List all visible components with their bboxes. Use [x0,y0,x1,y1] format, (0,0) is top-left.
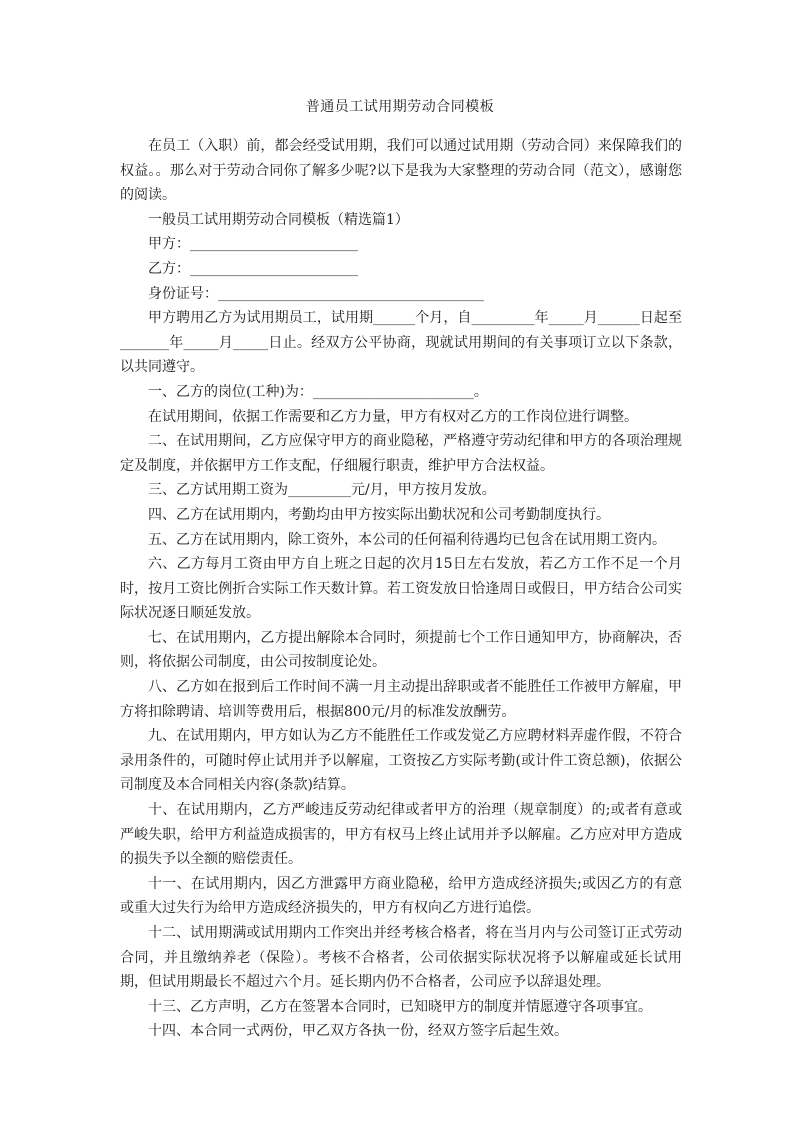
clause-5: 五、乙方在试用期内，除工资外，本公司的任何福利待遇均已包含在试用期工资内。 [148,531,666,548]
clause-13: 十三、乙方声明，乙方在签署本合同时，已知晓甲方的制度并情愿遵守各项事宜。 [148,998,652,1015]
clause-3: 三、乙方试用期工资为_________元/月，甲方按月发放。 [148,482,496,499]
clause-14: 十四、本合同一式两份，甲乙双方各执一份，经双方签字后起生效。 [148,1023,568,1040]
id-number-line: 身份证号：______________________________________ [148,285,484,302]
document-body [120,134,682,1044]
intro-paragraph: 在员工（入职）前，都会经受试用期，我们可以通过试用期（劳动合同）来保障我们的权益。。那么对于劳动合同你了解多少呢?以下是我为大家整理的劳动合同（范文），感谢您的阅读。 [120,138,682,204]
clause-12: 十二、试用期满或试用期内工作突出并经考核合格者，将在当月内与公司签订正式劳动合同，并且缴纳养老（保险）。考核不合格者，公司依据实际状况将予以解雇或延长试用期，但试用期最长不超过六个月。延长期内仍不合格者，公司应予以辞退处理。 [120,925,682,991]
clause-11: 十一、在试用期内，因乙方泄露甲方商业隐秘，给甲方造成经济损失;或因乙方的有意或重大过失行为给甲方造成经济损失的，甲方有权向乙方进行追偿。 [120,875,682,917]
clause-8: 八、乙方如在报到后工作时间不满一月主动提出辞职或者不能胜任工作被甲方解雇，甲方将扣除聘请、培训等费用后，根据800元/月的标准发放酬劳。 [120,679,682,720]
section-heading: 一般员工试用期劳动合同模板（精选篇1） [148,211,409,228]
probation-term-paragraph: 甲方聘用乙方为试用期员工，试用期______个月，自_________年_____月______日起至_______年_____月_____日止。经双方公平协商，现就试用期间的有关事项订立以下条款，以共同遵守。 [120,310,682,376]
clause-2: 二、在试用期间，乙方应保守甲方的商业隐秘，严格遵守劳动纪律和甲方的各项治理规定及制度，并依据甲方工作支配，仔细履行职责，维护甲方合法权益。 [120,433,682,474]
clause-9: 九、在试用期内，甲方如认为乙方不能胜任工作或发觉乙方应聘材料弄虚作假，不符合录用条件的，可随时停止试用并予以解雇，工资按乙方实际考勤(或计件工资总额)，依据公司制度及本合同相关内容(条款)结算。 [120,728,682,794]
clause-10: 十、在试用期内，乙方严峻违反劳动纪律或者甲方的治理（规章制度）的;或者有意或严峻失职，给甲方利益造成损害的，甲方有权马上终止试用并予以解雇。乙方应对甲方造成的损失予以全额的赔偿责任。 [120,802,682,868]
clause-6: 六、乙方每月工资由甲方自上班之日起的次月15日左右发放，若乙方工作不足一个月时，按月工资比例折合实际工作天数计算。若工资发放日恰逢周日或假日，甲方结合公司实际状况逐日顺延发放。 [120,556,682,622]
document-title: 普通员工试用期劳动合同模板 [305,99,495,115]
clause-1: 一、乙方的岗位(工种)为：_______________________。 [148,383,488,400]
party-b-line: 乙方：________________________ [148,260,358,277]
party-a-line: 甲方：________________________ [148,236,358,253]
clause-4: 四、乙方在试用期内，考勤均由甲方按实际出勤状况和公司考勤制度执行。 [148,506,610,523]
clause-1-detail: 在试用期间，依据工作需要和乙方力量，甲方有权对乙方的工作岗位进行调整。 [148,408,638,425]
clause-7: 七、在试用期内，乙方提出解除本合同时，须提前七个工作日通知甲方，协商解决，否则，将依据公司制度，由公司按制度论处。 [120,629,682,671]
